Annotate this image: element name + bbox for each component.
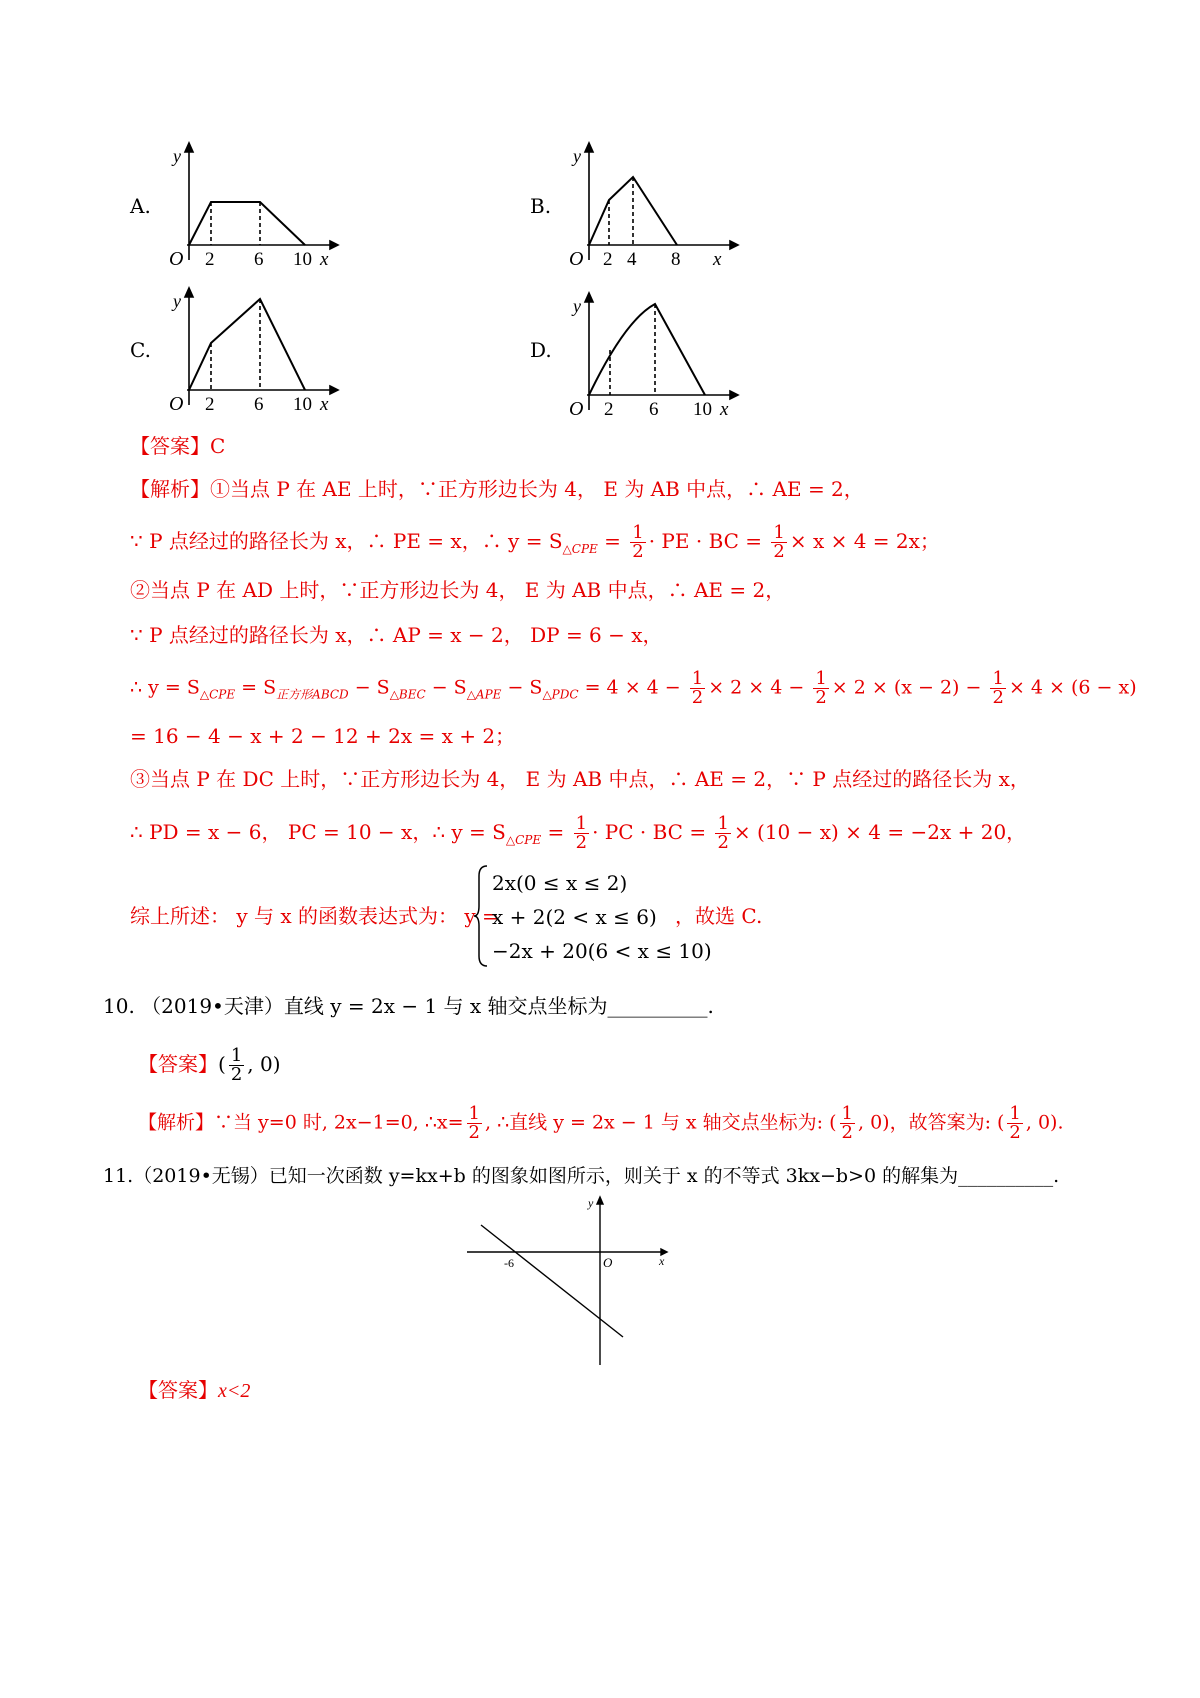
x-axis-label: x	[659, 1254, 665, 1268]
tick-label: 8	[671, 249, 681, 270]
q9-answer: 【答案】C	[130, 434, 226, 458]
q11-question: 11.（2019•无锡）已知一次函数 y=kx+b 的图象如图所示，则关于 x 的不等式 3kx−b>0 的解集为__________.	[103, 1165, 1060, 1187]
tick-label: 2	[205, 249, 215, 270]
y-axis-label: y	[573, 146, 581, 166]
y-axis-label: y	[573, 296, 581, 316]
origin-label: O	[169, 393, 184, 415]
q11-answer: 【答案】x<2	[138, 1378, 251, 1402]
q9-line-4: ∵ P 点经过的路径长为 x，∴ AP = x − 2， DP = 6 − x，	[130, 623, 663, 647]
option-b-graph	[565, 140, 740, 270]
option-d-label: D.	[530, 338, 552, 362]
case-2: x + 2(2 < x ≤ 6)	[492, 905, 657, 929]
q10-answer: 【答案】( $\frac{1}{2}$ , 0)	[138, 1045, 281, 1085]
q10-analysis: 【解析】∵当 y=0 时, 2x−1=0, ∴x= $\frac{1}{2}$ , ∴直线 y = 2x − 1 与 x 轴交点坐标为: ( $\frac{1}{2}$ , 0)，故答案为: ( $\frac{1}{2}$ , 0).	[138, 1103, 1064, 1143]
q10-question: 10. （2019•天津）直线 y = 2x − 1 与 x 轴交点坐标为__________.	[103, 994, 714, 1018]
tick-label: 10	[293, 394, 312, 415]
y-axis-label: y	[173, 291, 181, 311]
x-axis-label: x	[320, 249, 329, 270]
x-axis-label: x	[720, 399, 729, 420]
option-c-label: C.	[130, 338, 151, 362]
q9-line-7: ③当点 P 在 DC 上时，∵正方形边长为 4， E 为 AB 中点，∴ AE = 2，∵ P 点经过的路径长为 x，	[130, 767, 1030, 791]
tick-label: 4	[627, 249, 637, 270]
q9-summary: 综上所述： y 与 x 的函数表达式为： y =	[130, 904, 499, 928]
tick-label: -6	[504, 1256, 514, 1270]
tick-label: 6	[254, 394, 264, 415]
left-brace	[473, 864, 489, 968]
q9-line-1: 【解析】①当点 P 在 AE 上时，∵正方形边长为 4， E 为 AB 中点，∴ AE = 2，	[130, 477, 864, 501]
tick-label: 2	[604, 399, 614, 420]
q9-line-2: ∵ P 点经过的路径长为 x，∴ PE = x，∴ $y = S_{\triangle CPE}$ = $\frac{1}{2}$ · PE · BC = $\frac{1}{2}$ × x × 4 = 2x；	[130, 522, 940, 562]
tick-label: 2	[603, 249, 613, 270]
y-axis-label: y	[588, 1196, 594, 1210]
q9-line-6: = 16 − 4 − x + 2 − 12 + 2x = x + 2；	[130, 724, 516, 748]
option-a-label: A.	[130, 194, 151, 218]
option-d-graph	[565, 290, 740, 420]
case-1: 2x(0 ≤ x ≤ 2)	[492, 871, 628, 895]
tick-label: 10	[693, 399, 712, 420]
option-c-graph	[165, 285, 340, 415]
q11-graph	[465, 1195, 675, 1370]
origin-label: O	[569, 398, 584, 420]
origin-label: O	[603, 1255, 613, 1270]
origin-label: O	[169, 248, 184, 270]
q9-line-8: ∴ PD = x − 6， PC = 10 − x，∴ $y = S_{\triangle CPE}$ = $\frac{1}{2}$ · PC · BC = $\frac{1}{2}$ × (10 − x) × 4 = −2x + 20，	[130, 813, 1027, 853]
case-3: −2x + 20(6 < x ≤ 10)	[492, 939, 712, 963]
tick-label: 6	[649, 399, 659, 420]
x-axis-label: x	[713, 249, 722, 270]
option-a-graph	[165, 140, 340, 270]
y-axis-label: y	[173, 146, 181, 166]
q9-line-5: ∴ $y = S_{\triangle CPE} = S_{正方形ABCD} - S_{\triangle BEC} - S_{\triangle APE} - S_{\triangle PDC} = 4 \times 4$ − $\frac{1}{2}$ × 2 × 4 − $\frac{1}{2}$ × 2 × (x − 2) − $\frac{1}{2}$ × 4 × (6 − x)	[130, 668, 1137, 708]
option-b-label: B.	[530, 194, 552, 218]
tick-label: 6	[254, 249, 264, 270]
tick-label: 2	[205, 394, 215, 415]
q9-summary-end: ，故选 C.	[675, 904, 763, 928]
tick-label: 10	[293, 249, 312, 270]
origin-label: O	[569, 248, 584, 270]
x-axis-label: x	[320, 394, 329, 415]
q9-line-3: ②当点 P 在 AD 上时，∵正方形边长为 4， E 为 AB 中点，∴ AE = 2，	[130, 578, 786, 602]
